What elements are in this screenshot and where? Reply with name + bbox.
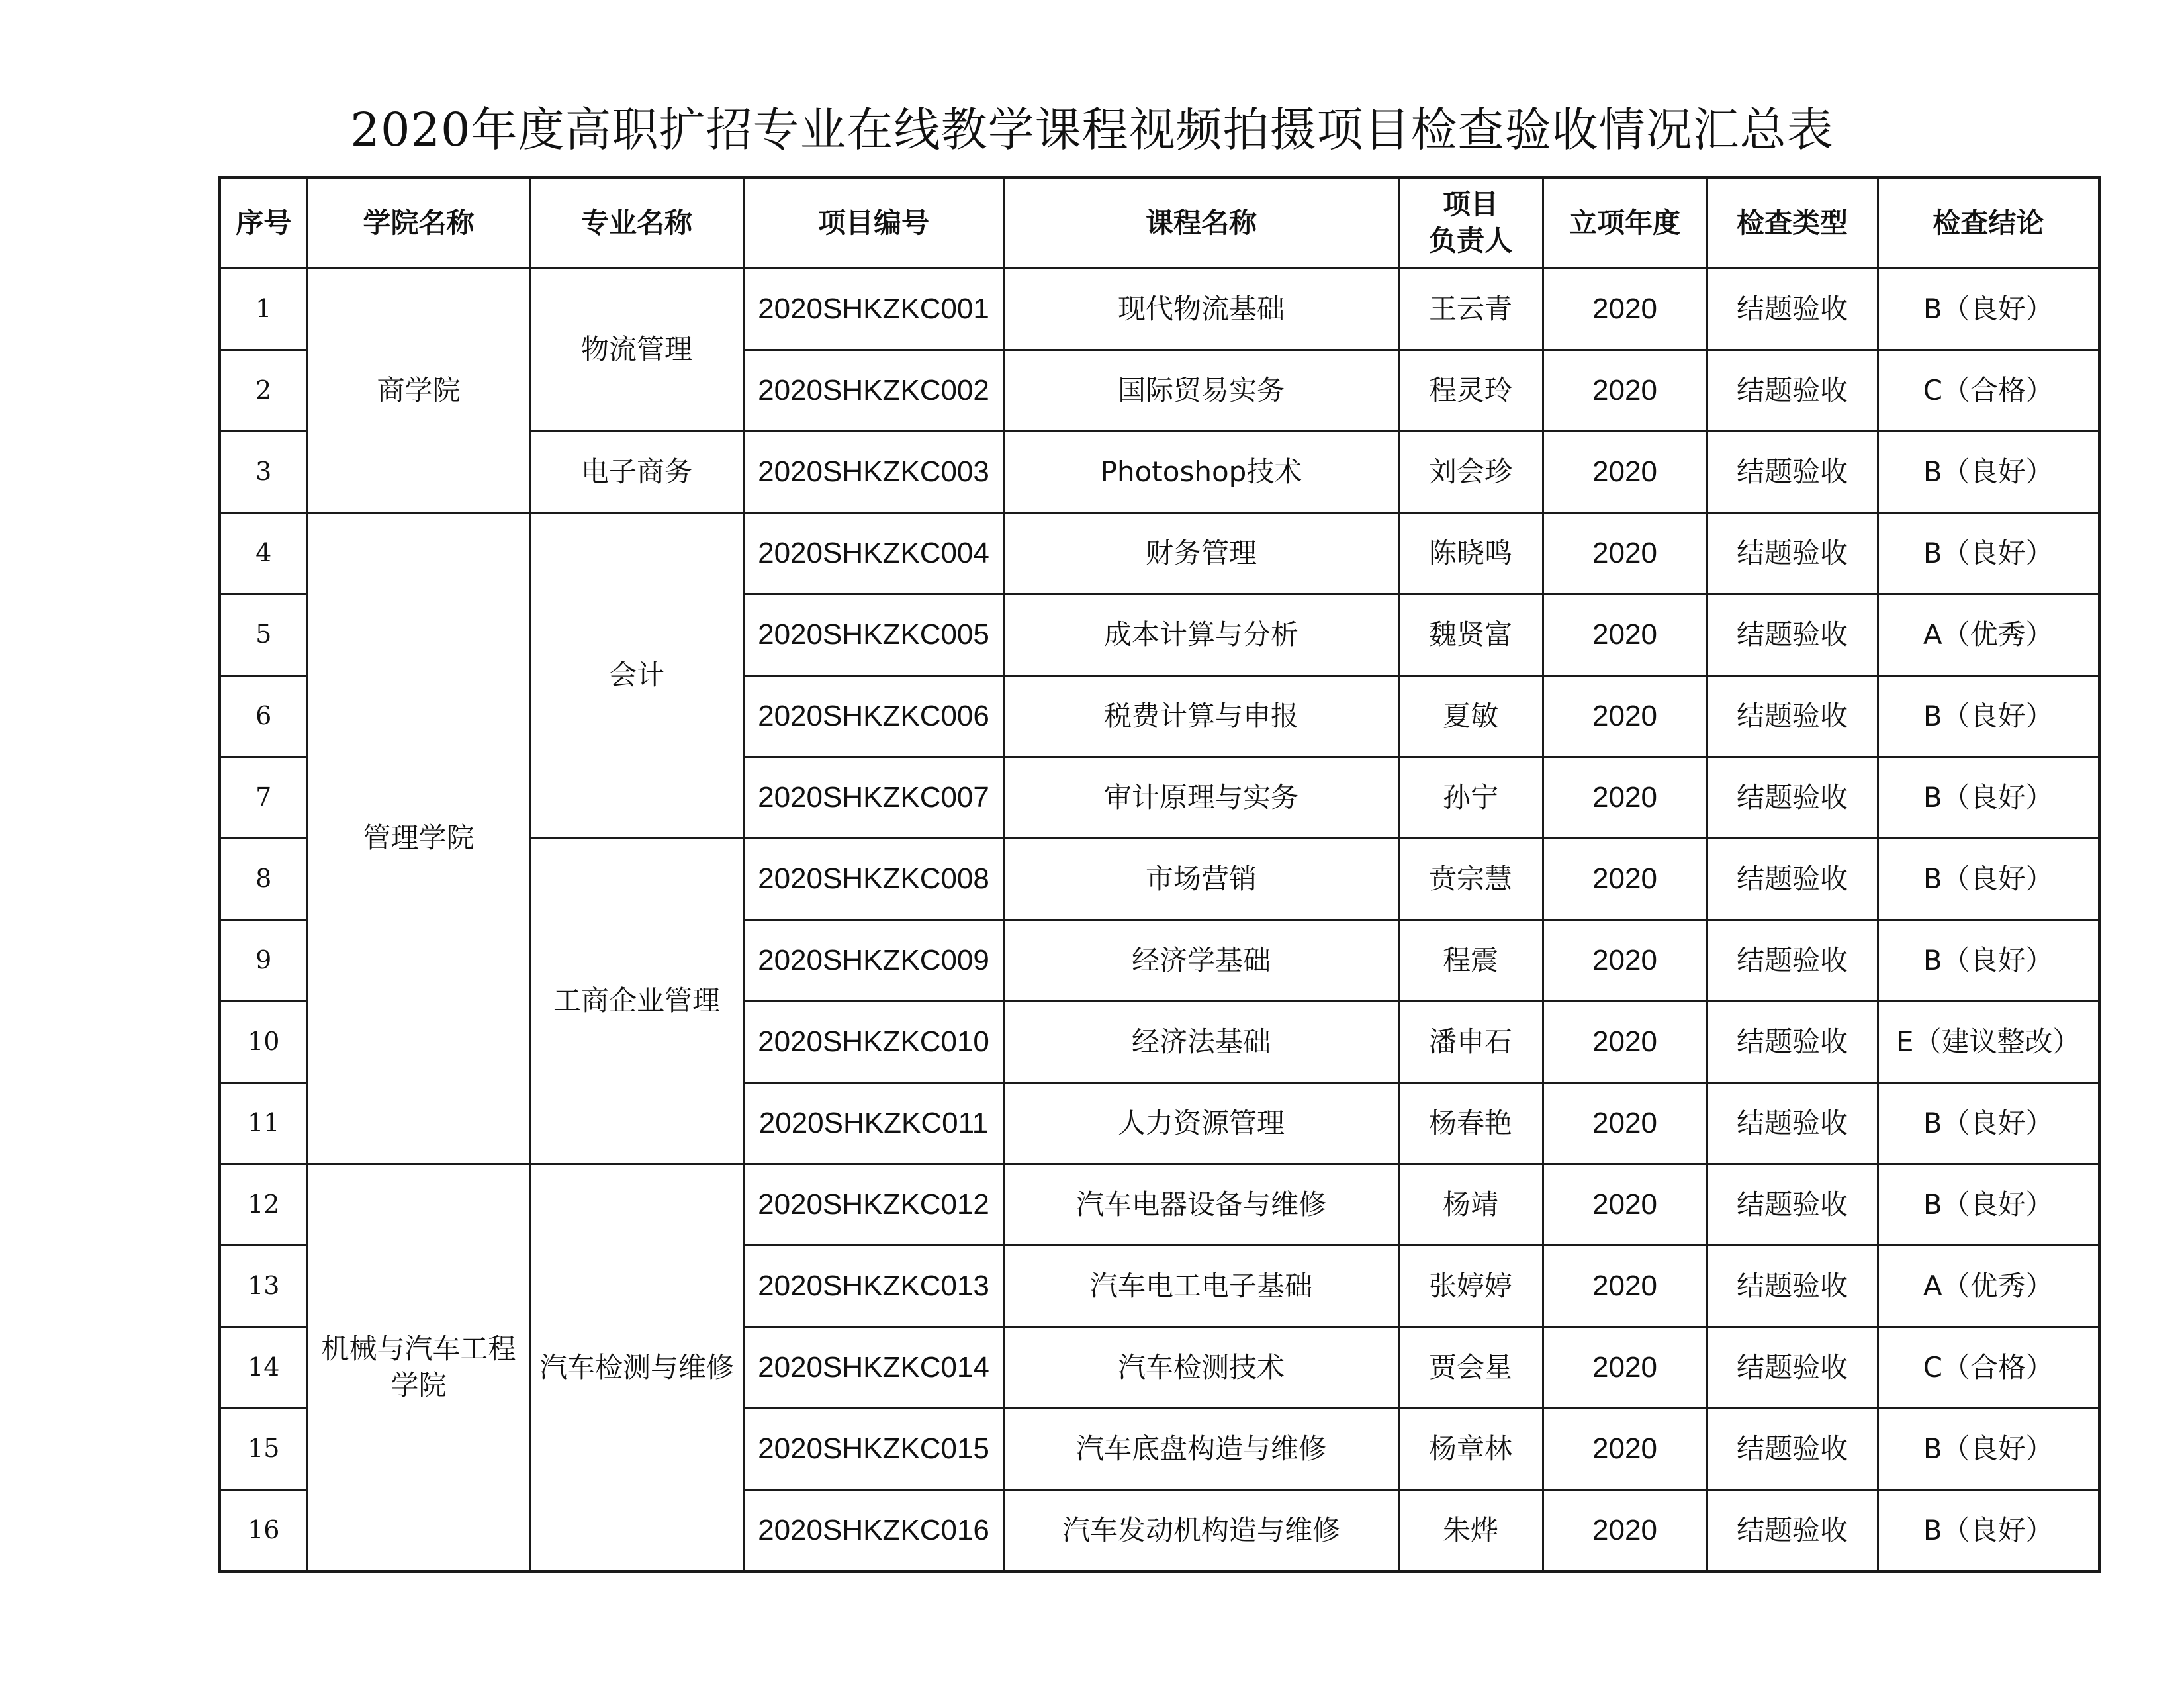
- seq-cell: 6: [220, 676, 307, 757]
- seq-cell: 13: [220, 1246, 307, 1327]
- check-type-cell: 结题验收: [1707, 1164, 1878, 1246]
- seq-cell: 3: [220, 432, 307, 513]
- project-code-cell: 2020SHKZKC006: [743, 676, 1004, 757]
- table-row: [220, 269, 2099, 350]
- check-type-cell: 结题验收: [1707, 594, 1878, 676]
- check-type-cell: 结题验收: [1707, 350, 1878, 432]
- project-code-cell: 2020SHKZKC003: [743, 432, 1004, 513]
- major-cell: 工商企业管理: [530, 839, 743, 1164]
- check-type-cell: 结题验收: [1707, 1409, 1878, 1490]
- course-cell: 现代物流基础: [1004, 269, 1398, 350]
- check-type-cell: 结题验收: [1707, 676, 1878, 757]
- header-conclusion: 检查结论: [1878, 177, 2099, 269]
- check-type-cell: 结题验收: [1707, 839, 1878, 920]
- table-row: [220, 1164, 2099, 1246]
- conclusion-cell: B（良好）: [1878, 920, 2099, 1002]
- conclusion-cell: B（良好）: [1878, 513, 2099, 594]
- course-cell: 财务管理: [1004, 513, 1398, 594]
- conclusion-cell: B（良好）: [1878, 1083, 2099, 1164]
- header-check-type: 检查类型: [1707, 177, 1878, 269]
- conclusion-cell: B（良好）: [1878, 757, 2099, 839]
- leader-cell: 程灵玲: [1398, 350, 1543, 432]
- conclusion-cell: E（建议整改）: [1878, 1002, 2099, 1083]
- course-cell: 汽车电工电子基础: [1004, 1246, 1398, 1327]
- year-cell: 2020: [1543, 1083, 1707, 1164]
- header-leader: 项目 负责人: [1398, 177, 1543, 269]
- project-code-cell: 2020SHKZKC005: [743, 594, 1004, 676]
- leader-cell: 孙宁: [1398, 757, 1543, 839]
- college-cell: 管理学院: [307, 513, 530, 1164]
- check-type-cell: 结题验收: [1707, 1327, 1878, 1409]
- year-cell: 2020: [1543, 594, 1707, 676]
- year-cell: 2020: [1543, 513, 1707, 594]
- course-cell: 国际贸易实务: [1004, 350, 1398, 432]
- year-cell: 2020: [1543, 1164, 1707, 1246]
- year-cell: 2020: [1543, 1002, 1707, 1083]
- conclusion-cell: B（良好）: [1878, 1490, 2099, 1572]
- project-code-cell: 2020SHKZKC015: [743, 1409, 1004, 1490]
- project-code-cell: 2020SHKZKC001: [743, 269, 1004, 350]
- year-cell: 2020: [1543, 269, 1707, 350]
- check-type-cell: 结题验收: [1707, 757, 1878, 839]
- conclusion-cell: B（良好）: [1878, 676, 2099, 757]
- leader-cell: 朱烨: [1398, 1490, 1543, 1572]
- conclusion-cell: C（合格）: [1878, 1327, 2099, 1409]
- seq-cell: 12: [220, 1164, 307, 1246]
- project-code-cell: 2020SHKZKC014: [743, 1327, 1004, 1409]
- leader-cell: 刘会珍: [1398, 432, 1543, 513]
- project-code-cell: 2020SHKZKC016: [743, 1490, 1004, 1572]
- project-code-cell: 2020SHKZKC007: [743, 757, 1004, 839]
- check-type-cell: 结题验收: [1707, 432, 1878, 513]
- leader-cell: 潘申石: [1398, 1002, 1543, 1083]
- year-cell: 2020: [1543, 1409, 1707, 1490]
- major-cell: 汽车检测与维修: [530, 1164, 743, 1572]
- conclusion-cell: B（良好）: [1878, 432, 2099, 513]
- course-cell: 汽车底盘构造与维修: [1004, 1409, 1398, 1490]
- leader-cell: 杨章林: [1398, 1409, 1543, 1490]
- project-code-cell: 2020SHKZKC002: [743, 350, 1004, 432]
- course-cell: 市场营销: [1004, 839, 1398, 920]
- seq-cell: 1: [220, 269, 307, 350]
- table-row: [220, 513, 2099, 594]
- header-year: 立项年度: [1543, 177, 1707, 269]
- conclusion-cell: A（优秀）: [1878, 594, 2099, 676]
- year-cell: 2020: [1543, 757, 1707, 839]
- check-type-cell: 结题验收: [1707, 1490, 1878, 1572]
- course-cell: 审计原理与实务: [1004, 757, 1398, 839]
- year-cell: 2020: [1543, 920, 1707, 1002]
- year-cell: 2020: [1543, 676, 1707, 757]
- course-cell: 税费计算与申报: [1004, 676, 1398, 757]
- year-cell: 2020: [1543, 432, 1707, 513]
- project-code-cell: 2020SHKZKC012: [743, 1164, 1004, 1246]
- seq-cell: 11: [220, 1083, 307, 1164]
- course-cell: 汽车电器设备与维修: [1004, 1164, 1398, 1246]
- seq-cell: 9: [220, 920, 307, 1002]
- year-cell: 2020: [1543, 1246, 1707, 1327]
- seq-cell: 4: [220, 513, 307, 594]
- project-code-cell: 2020SHKZKC004: [743, 513, 1004, 594]
- college-cell: 商学院: [307, 269, 530, 513]
- project-code-cell: 2020SHKZKC011: [743, 1083, 1004, 1164]
- leader-cell: 张婷婷: [1398, 1246, 1543, 1327]
- project-code-cell: 2020SHKZKC010: [743, 1002, 1004, 1083]
- year-cell: 2020: [1543, 1490, 1707, 1572]
- college-cell: 机械与汽车工程 学院: [307, 1164, 530, 1572]
- course-cell: 汽车发动机构造与维修: [1004, 1490, 1398, 1572]
- seq-cell: 8: [220, 839, 307, 920]
- check-type-cell: 结题验收: [1707, 1002, 1878, 1083]
- seq-cell: 10: [220, 1002, 307, 1083]
- check-type-cell: 结题验收: [1707, 1246, 1878, 1327]
- conclusion-cell: B（良好）: [1878, 269, 2099, 350]
- page-title: 2020年度高职扩招专业在线教学课程视频拍摄项目检查验收情况汇总表: [350, 103, 1834, 157]
- summary-table: [218, 176, 2101, 1573]
- year-cell: 2020: [1543, 350, 1707, 432]
- project-code-cell: 2020SHKZKC008: [743, 839, 1004, 920]
- year-cell: 2020: [1543, 839, 1707, 920]
- project-code-cell: 2020SHKZKC013: [743, 1246, 1004, 1327]
- header-project-code: 项目编号: [743, 177, 1004, 269]
- conclusion-cell: B（良好）: [1878, 1409, 2099, 1490]
- project-code-cell: 2020SHKZKC009: [743, 920, 1004, 1002]
- check-type-cell: 结题验收: [1707, 1083, 1878, 1164]
- header-major: 专业名称: [530, 177, 743, 269]
- check-type-cell: 结题验收: [1707, 269, 1878, 350]
- seq-cell: 5: [220, 594, 307, 676]
- header-college: 学院名称: [307, 177, 530, 269]
- header-row: [220, 177, 2099, 269]
- seq-cell: 2: [220, 350, 307, 432]
- year-cell: 2020: [1543, 1327, 1707, 1409]
- leader-cell: 杨靖: [1398, 1164, 1543, 1246]
- leader-cell: 夏敏: [1398, 676, 1543, 757]
- seq-cell: 16: [220, 1490, 307, 1572]
- conclusion-cell: C（合格）: [1878, 350, 2099, 432]
- leader-cell: 杨春艳: [1398, 1083, 1543, 1164]
- course-cell: 成本计算与分析: [1004, 594, 1398, 676]
- major-cell: 会计: [530, 513, 743, 839]
- major-cell: 物流管理: [530, 269, 743, 432]
- conclusion-cell: B（良好）: [1878, 1164, 2099, 1246]
- course-cell: 经济法基础: [1004, 1002, 1398, 1083]
- leader-cell: 王云青: [1398, 269, 1543, 350]
- course-cell: 人力资源管理: [1004, 1083, 1398, 1164]
- seq-cell: 14: [220, 1327, 307, 1409]
- leader-cell: 陈晓鸣: [1398, 513, 1543, 594]
- check-type-cell: 结题验收: [1707, 513, 1878, 594]
- leader-cell: 贾会星: [1398, 1327, 1543, 1409]
- check-type-cell: 结题验收: [1707, 920, 1878, 1002]
- course-cell: Photoshop技术: [1004, 432, 1398, 513]
- leader-cell: 程震: [1398, 920, 1543, 1002]
- header-seq: 序号: [220, 177, 307, 269]
- seq-cell: 15: [220, 1409, 307, 1490]
- conclusion-cell: B（良好）: [1878, 839, 2099, 920]
- course-cell: 汽车检测技术: [1004, 1327, 1398, 1409]
- leader-cell: 魏贤富: [1398, 594, 1543, 676]
- seq-cell: 7: [220, 757, 307, 839]
- course-cell: 经济学基础: [1004, 920, 1398, 1002]
- conclusion-cell: A（优秀）: [1878, 1246, 2099, 1327]
- header-course: 课程名称: [1004, 177, 1398, 269]
- leader-cell: 贲宗慧: [1398, 839, 1543, 920]
- major-cell: 电子商务: [530, 432, 743, 513]
